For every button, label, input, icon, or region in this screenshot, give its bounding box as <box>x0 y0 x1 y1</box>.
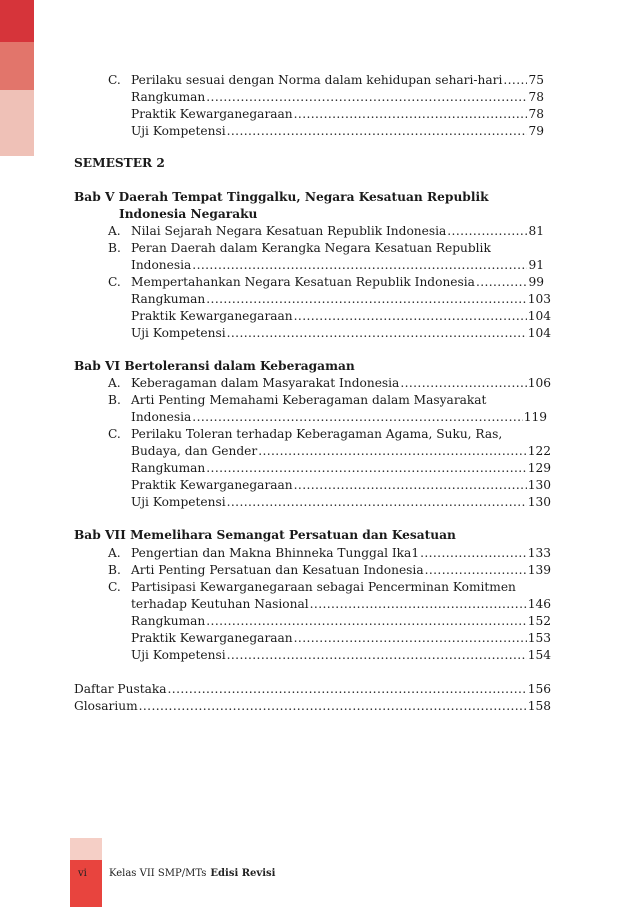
toc-entry[interactable] <box>131 257 544 274</box>
dot-leader <box>227 647 527 664</box>
toc-entry-page: 152 <box>527 614 551 628</box>
toc-entry-title[interactable]: Arti Penting Memahami Keberagaman dalam Masyarakat <box>131 393 487 407</box>
toc-entry-title: Perilaku sesuai dengan Norma dalam kehidupan sehari-hari <box>131 73 503 87</box>
toc-entry[interactable] <box>131 72 544 89</box>
dot-leader <box>503 72 527 89</box>
toc-entry-title: Rangkuman <box>131 90 206 104</box>
toc-entry-page: 78 <box>528 107 544 121</box>
toc-entry-title: Uji Kompetensi <box>131 124 226 138</box>
dot-leader <box>227 123 528 140</box>
toc-entry-page: 91 <box>528 258 544 272</box>
toc-entry-title[interactable]: Perilaku Toleran terhadap Keberagaman Agama, Suku, Ras, <box>131 427 503 441</box>
toc-entry-title: Uji Kompetensi <box>131 648 226 662</box>
toc-entry-title: Rangkuman <box>131 614 206 628</box>
toc-entry-title: Praktik Kewarganegaraan <box>131 107 293 121</box>
semester-heading: SEMESTER 2 <box>74 156 165 170</box>
footer-book-label <box>109 868 275 879</box>
toc-entry[interactable] <box>131 545 551 562</box>
toc-letter: B. <box>108 393 121 407</box>
toc-entry-title-cont: Indonesia <box>131 258 192 272</box>
toc-entry-title: Praktik Kewarganegaraan <box>131 309 293 323</box>
toc-entry[interactable] <box>131 409 547 426</box>
dot-leader <box>294 308 527 325</box>
toc-entry-title: Uji Kompetensi <box>131 326 226 340</box>
toc-entry-page: 81 <box>528 224 544 238</box>
toc-entry-page: 156 <box>527 682 551 696</box>
toc-letter: C. <box>108 427 121 441</box>
dot-leader <box>192 409 522 426</box>
toc-entry[interactable] <box>131 596 551 613</box>
dot-leader <box>206 89 527 106</box>
dot-leader <box>206 460 526 477</box>
dot-leader <box>206 613 526 630</box>
decor-stripe-pink <box>0 90 34 156</box>
toc-entry-page: 99 <box>528 275 544 289</box>
dot-leader <box>258 443 527 460</box>
toc-entry-daftar-pustaka[interactable] <box>74 681 551 698</box>
dot-leader <box>310 596 527 613</box>
toc-entry[interactable] <box>131 106 544 123</box>
toc-letter: C. <box>108 580 121 594</box>
toc-entry[interactable] <box>131 308 551 325</box>
footer-tab-accent <box>70 838 102 860</box>
footer-edition: Edisi Revisi <box>210 868 276 879</box>
toc-entry-page: 122 <box>527 444 551 458</box>
dot-leader <box>425 562 527 579</box>
toc-entry[interactable] <box>131 89 544 106</box>
toc-entry-page: 103 <box>527 292 551 306</box>
dot-leader <box>400 375 526 392</box>
toc-entry-title-cont: Budaya, dan Gender <box>131 444 258 458</box>
toc-letter: A. <box>108 376 121 390</box>
dot-leader <box>206 291 526 308</box>
toc-letter: A. <box>108 546 121 560</box>
toc-entry-glosarium[interactable] <box>74 698 551 715</box>
chapter-heading[interactable]: Bab V Daerah Tempat Tinggalku, Negara Kesatuan Republik <box>74 190 489 204</box>
toc-entry-title: Uji Kompetensi <box>131 495 226 509</box>
toc-entry[interactable] <box>131 325 551 342</box>
toc-entry-title: Pengertian dan Makna Bhinneka Tunggal Ika1 <box>131 546 420 560</box>
toc-entry-page: 139 <box>527 563 551 577</box>
toc-entry-title: Arti Penting Persatuan dan Kesatuan Indonesia <box>131 563 424 577</box>
dot-leader <box>294 630 527 647</box>
toc-entry[interactable] <box>131 123 544 140</box>
toc-entry-title: Nilai Sejarah Negara Kesatuan Republik Indonesia <box>131 224 447 238</box>
toc-entry-page: 129 <box>527 461 551 475</box>
toc-entry-page: 158 <box>527 699 551 713</box>
toc-entry-title: Praktik Kewarganegaraan <box>131 631 293 645</box>
toc-entry-page: 104 <box>527 309 551 323</box>
toc-entry[interactable] <box>131 274 544 291</box>
toc-entry-title: Rangkuman <box>131 292 206 306</box>
toc-entry-page: 130 <box>527 495 551 509</box>
toc-letter: B. <box>108 241 121 255</box>
toc-letter: C. <box>108 73 121 87</box>
page-number: vi <box>78 868 87 879</box>
dot-leader <box>294 106 528 123</box>
chapter-heading[interactable]: Bab VI Bertoleransi dalam Keberagaman <box>74 359 355 373</box>
toc-letter: C. <box>108 275 121 289</box>
toc-letter: B. <box>108 563 121 577</box>
toc-entry-page: 153 <box>527 631 551 645</box>
toc-entry-title: Keberagaman dalam Masyarakat Indonesia <box>131 376 400 390</box>
decor-stripe-coral <box>0 42 34 90</box>
toc-entry-title: Daftar Pustaka <box>74 682 167 696</box>
decor-stripe-red <box>0 0 34 42</box>
toc-entry-page: 133 <box>527 546 551 560</box>
toc-entry-title[interactable]: Partisipasi Kewarganegaraan sebagai Pencerminan Komitmen <box>131 580 516 594</box>
dot-leader <box>192 257 527 274</box>
toc-entry-page: 104 <box>527 326 551 340</box>
toc-entry-page: 119 <box>523 410 547 424</box>
dot-leader <box>447 223 527 240</box>
toc-entry[interactable] <box>131 647 551 664</box>
dot-leader <box>168 681 527 698</box>
toc-entry-page: 130 <box>527 478 551 492</box>
toc-entry-title: Glosarium <box>74 699 138 713</box>
toc-entry[interactable] <box>131 562 551 579</box>
chapter-heading[interactable]: Bab VII Memelihara Semangat Persatuan dan Kesatuan <box>74 528 456 542</box>
chapter-heading-cont: Indonesia Negaraku <box>119 207 258 221</box>
toc-entry-page: 78 <box>528 90 544 104</box>
dot-leader <box>476 274 528 291</box>
toc-entry[interactable] <box>131 291 551 308</box>
toc-entry-title: Mempertahankan Negara Kesatuan Republik Indonesia <box>131 275 475 289</box>
toc-entry[interactable] <box>131 443 551 460</box>
toc-entry-title: Praktik Kewarganegaraan <box>131 478 293 492</box>
dot-leader <box>139 698 527 715</box>
toc-entry-title-cont: Indonesia <box>131 410 192 424</box>
toc-entry-page: 154 <box>527 648 551 662</box>
toc-entry[interactable] <box>131 460 551 477</box>
toc-entry-page: 106 <box>527 376 551 390</box>
toc-entry[interactable] <box>131 494 551 511</box>
toc-entry[interactable] <box>131 375 551 392</box>
toc-entry[interactable] <box>131 630 551 647</box>
toc-entry[interactable] <box>131 613 551 630</box>
toc-letter: A. <box>108 224 121 238</box>
toc-entry-title-cont: terhadap Keutuhan Nasional <box>131 597 309 611</box>
dot-leader <box>294 477 527 494</box>
footer-book-title: Kelas VII SMP/MTs <box>109 868 207 879</box>
toc-entry-page: 79 <box>528 124 544 138</box>
toc-entry[interactable] <box>131 477 551 494</box>
dot-leader <box>227 494 527 511</box>
dot-leader <box>227 325 527 342</box>
dot-leader <box>420 545 527 562</box>
toc-entry[interactable] <box>131 223 544 240</box>
toc-entry-title[interactable]: Peran Daerah dalam Kerangka Negara Kesatuan Republik <box>131 241 491 255</box>
toc-entry-title: Rangkuman <box>131 461 206 475</box>
toc-entry-page: 146 <box>527 597 551 611</box>
toc-entry-page: 75 <box>528 73 544 87</box>
